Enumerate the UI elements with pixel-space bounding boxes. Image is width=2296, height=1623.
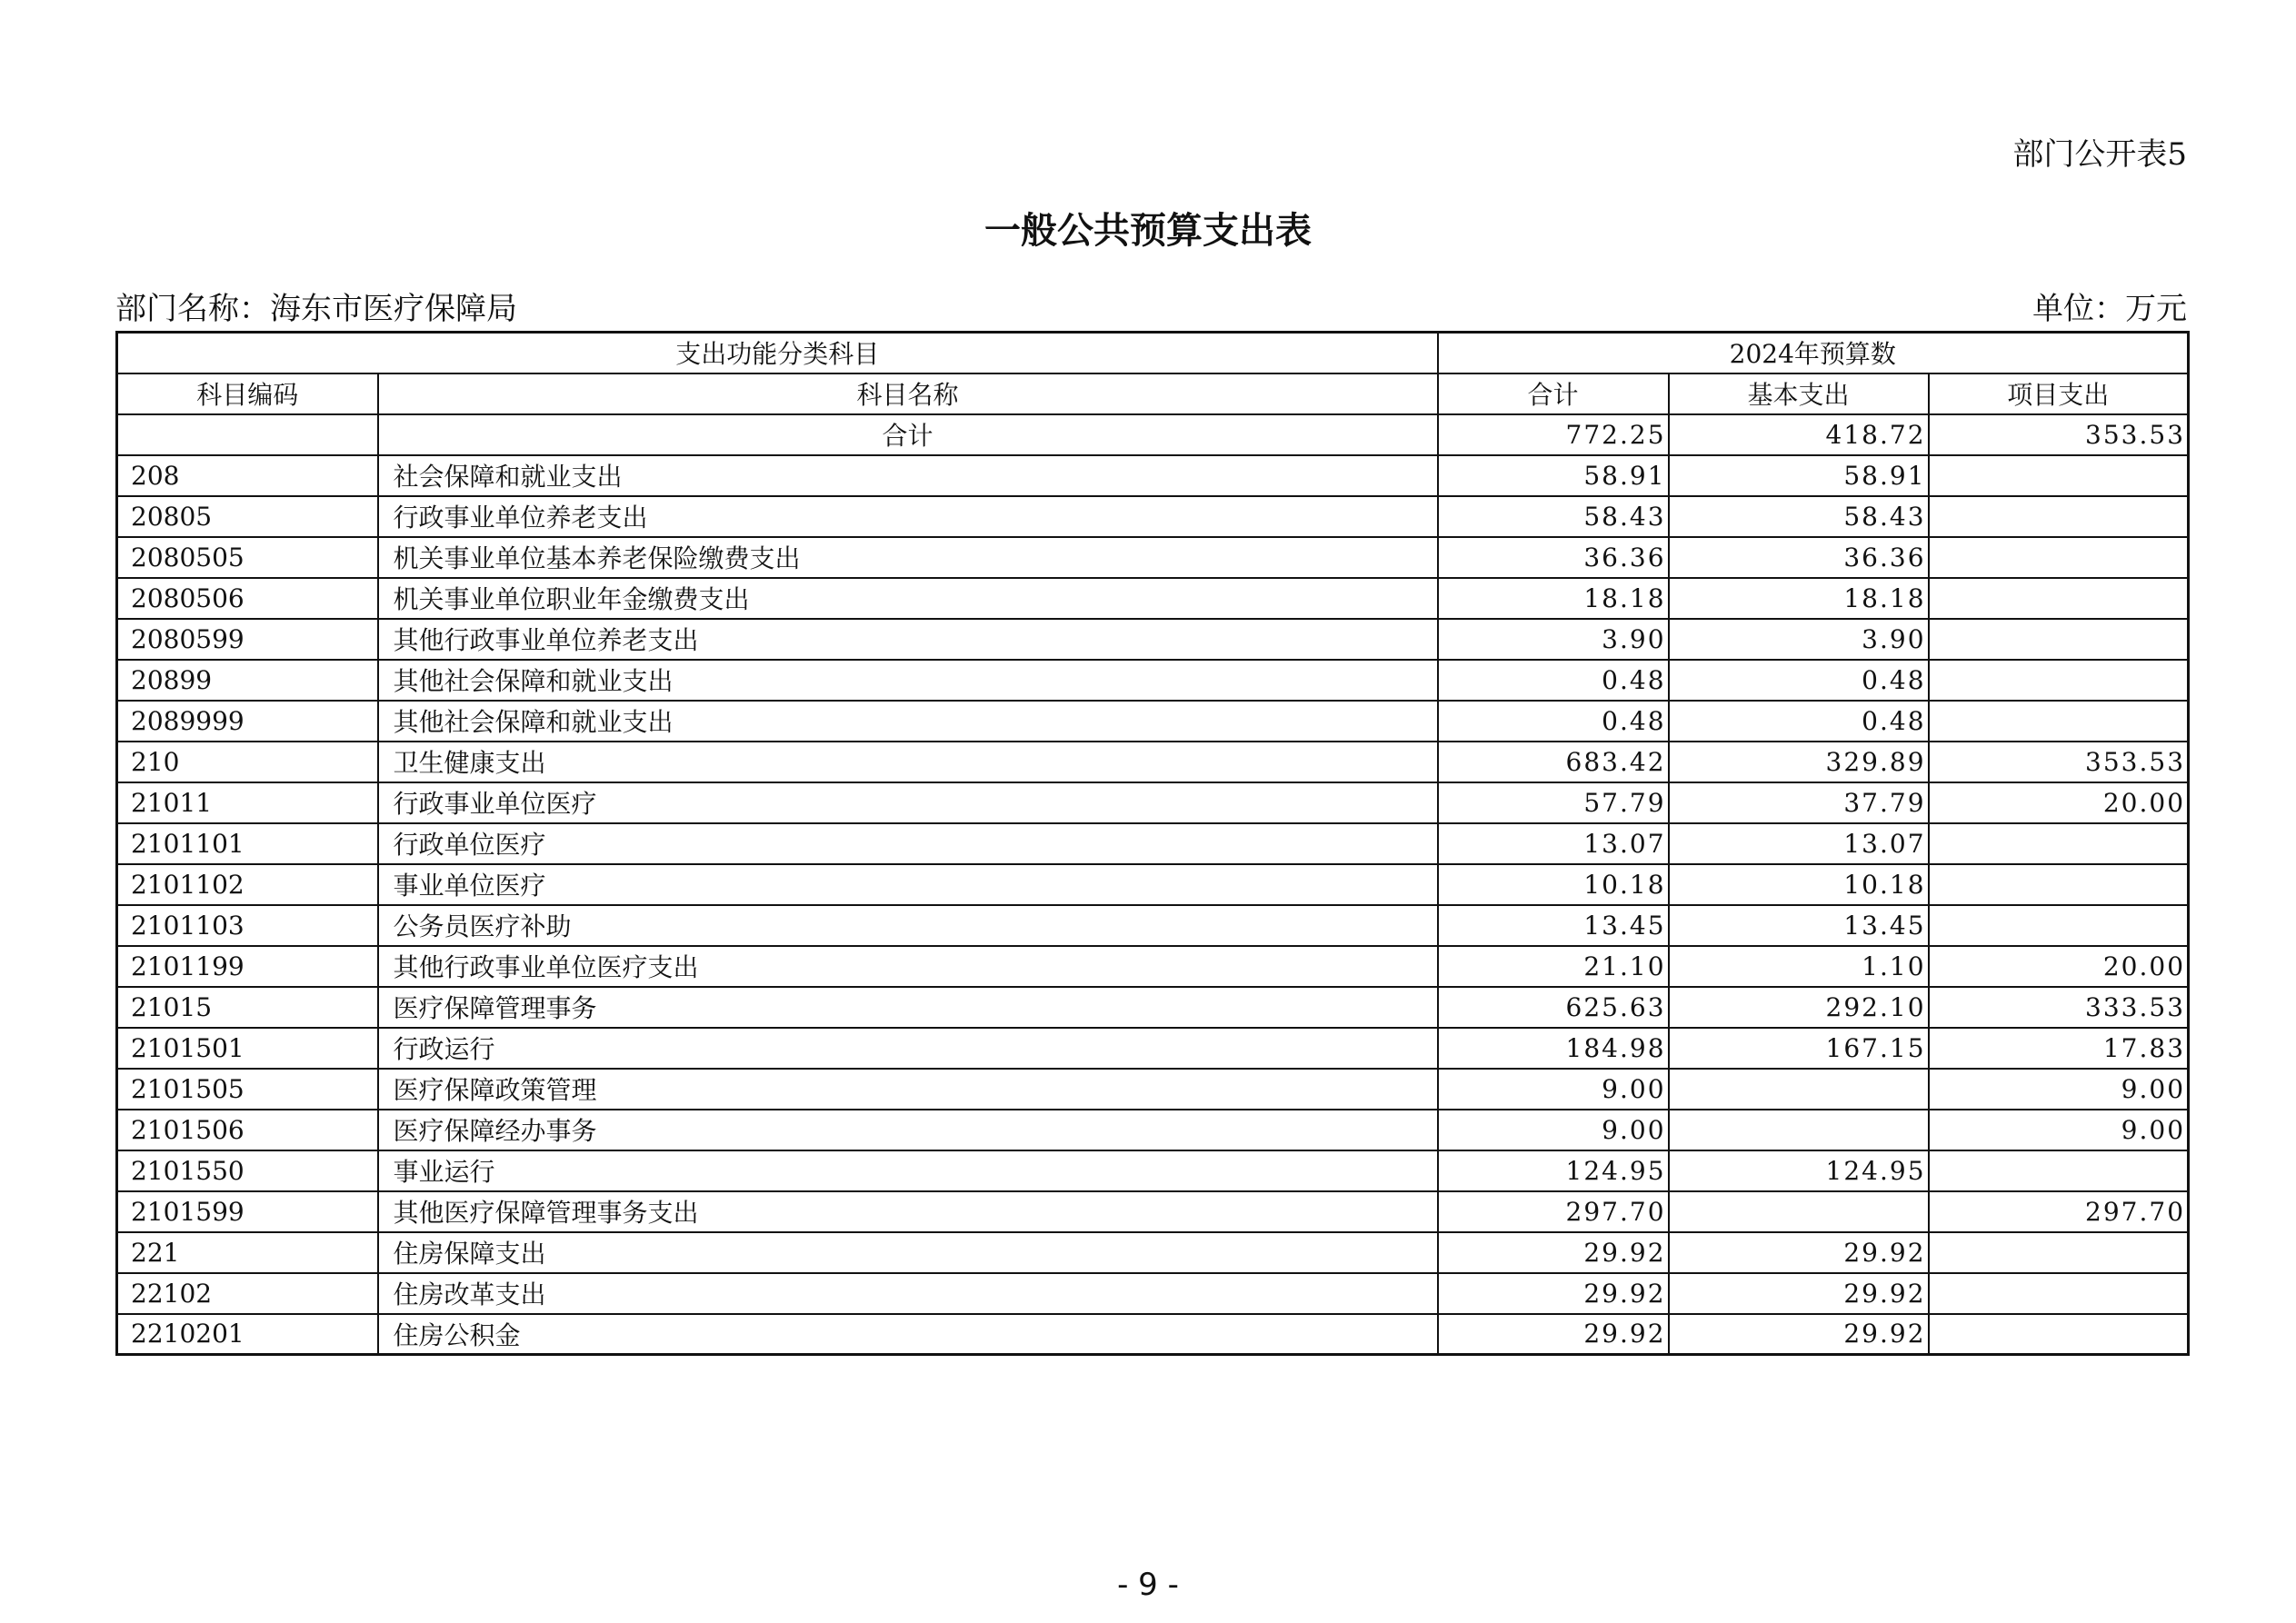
table-row [117,742,2189,782]
row-total: 58.91 [1438,455,1669,496]
row-total: 29.92 [1438,1273,1669,1314]
table-row [117,701,2189,742]
row-total: 0.48 [1438,701,1669,742]
row-total: 124.95 [1438,1150,1669,1191]
table-row [117,946,2189,987]
row-name: 行政单位医疗 [378,823,1438,864]
row-basic: 329.89 [1669,742,1929,782]
row-project [1929,496,2189,537]
table-row [117,987,2189,1028]
row-total: 36.36 [1438,537,1669,578]
table-row [117,782,2189,823]
row-code: 2101501 [117,1028,378,1069]
row-project [1929,1273,2189,1314]
header-category-group: 支出功能分类科目 [117,333,1438,373]
row-total: 625.63 [1438,987,1669,1028]
header-budget-group: 2024年预算数 [1438,333,2189,373]
row-project: 20.00 [1929,782,2189,823]
table-row [117,660,2189,701]
table-row [117,864,2189,905]
row-name: 医疗保障管理事务 [378,987,1438,1028]
row-code: 20899 [117,660,378,701]
row-project: 353.53 [1929,742,2189,782]
summary-basic: 418.72 [1669,414,1929,455]
row-total: 18.18 [1438,578,1669,619]
row-name: 住房保障支出 [378,1232,1438,1273]
table-row [117,823,2189,864]
table-row [117,578,2189,619]
row-basic [1669,1069,1929,1110]
row-basic: 13.07 [1669,823,1929,864]
row-code: 21011 [117,782,378,823]
table-row [117,1232,2189,1273]
row-code: 2101103 [117,905,378,946]
row-code: 2101199 [117,946,378,987]
row-name: 行政事业单位养老支出 [378,496,1438,537]
row-name: 其他行政事业单位养老支出 [378,619,1438,660]
summary-label: 合计 [378,414,1438,455]
table-row [117,1110,2189,1150]
header-code: 科目编码 [117,373,378,414]
table-row [117,619,2189,660]
row-basic: 3.90 [1669,619,1929,660]
row-code: 2101506 [117,1110,378,1150]
header-project: 项目支出 [1929,373,2189,414]
row-code: 2101505 [117,1069,378,1110]
row-basic: 18.18 [1669,578,1929,619]
header-total: 合计 [1438,373,1669,414]
row-project [1929,537,2189,578]
row-code: 221 [117,1232,378,1273]
row-total: 13.45 [1438,905,1669,946]
row-basic: 58.43 [1669,496,1929,537]
table-row [117,1273,2189,1314]
row-name: 其他医疗保障管理事务支出 [378,1191,1438,1232]
row-name: 机关事业单位基本养老保险缴费支出 [378,537,1438,578]
table-row [117,905,2189,946]
row-name: 机关事业单位职业年金缴费支出 [378,578,1438,619]
meta-row [115,289,2187,329]
row-total: 3.90 [1438,619,1669,660]
row-project [1929,1314,2189,1355]
row-total: 9.00 [1438,1069,1669,1110]
row-project [1929,578,2189,619]
row-name: 住房公积金 [378,1314,1438,1355]
page-number: - 9 - [1117,1567,1179,1603]
row-basic: 58.91 [1669,455,1929,496]
row-name: 社会保障和就业支出 [378,455,1438,496]
row-basic: 37.79 [1669,782,1929,823]
row-total: 58.43 [1438,496,1669,537]
budget-table [115,331,2190,1356]
row-basic [1669,1110,1929,1150]
row-code: 2080505 [117,537,378,578]
row-basic: 167.15 [1669,1028,1929,1069]
row-name: 其他社会保障和就业支出 [378,701,1438,742]
row-code: 20805 [117,496,378,537]
row-name: 医疗保障政策管理 [378,1069,1438,1110]
row-code: 2101550 [117,1150,378,1191]
row-name: 事业运行 [378,1150,1438,1191]
row-basic: 292.10 [1669,987,1929,1028]
row-name: 行政运行 [378,1028,1438,1069]
row-code: 2101102 [117,864,378,905]
table-row [117,455,2189,496]
row-total: 10.18 [1438,864,1669,905]
row-total: 13.07 [1438,823,1669,864]
header-name: 科目名称 [378,373,1438,414]
row-project: 9.00 [1929,1110,2189,1150]
row-basic: 36.36 [1669,537,1929,578]
table-row [117,1314,2189,1355]
row-project: 297.70 [1929,1191,2189,1232]
table-row [117,1069,2189,1110]
summary-project: 353.53 [1929,414,2189,455]
table-row [117,537,2189,578]
row-basic: 1.10 [1669,946,1929,987]
row-basic: 0.48 [1669,701,1929,742]
row-total: 9.00 [1438,1110,1669,1150]
row-code: 2101599 [117,1191,378,1232]
group-header-row [117,333,2189,373]
row-project [1929,823,2189,864]
row-project [1929,701,2189,742]
row-code: 2080506 [117,578,378,619]
row-code: 22102 [117,1273,378,1314]
column-header-row [117,373,2189,414]
row-name: 其他社会保障和就业支出 [378,660,1438,701]
row-total: 29.92 [1438,1314,1669,1355]
row-project [1929,1150,2189,1191]
table-row [117,1028,2189,1069]
row-name: 住房改革支出 [378,1273,1438,1314]
summary-total: 772.25 [1438,414,1669,455]
row-code: 210 [117,742,378,782]
row-project [1929,660,2189,701]
row-project [1929,619,2189,660]
row-name: 公务员医疗补助 [378,905,1438,946]
unit-label: 单位：万元 [2032,291,2187,327]
row-total: 184.98 [1438,1028,1669,1069]
row-total: 0.48 [1438,660,1669,701]
row-code: 2080599 [117,619,378,660]
table-row [117,1150,2189,1191]
table-label: 部门公开表5 [2012,136,2187,173]
summary-row [117,414,2189,455]
row-total: 57.79 [1438,782,1669,823]
page-title: 一般公共预算支出表 [984,209,1312,252]
row-basic: 29.92 [1669,1314,1929,1355]
row-code: 21015 [117,987,378,1028]
row-project [1929,905,2189,946]
row-name: 其他行政事业单位医疗支出 [378,946,1438,987]
row-project [1929,455,2189,496]
row-total: 683.42 [1438,742,1669,782]
row-total: 21.10 [1438,946,1669,987]
row-code: 2101101 [117,823,378,864]
summary-code [117,414,378,455]
row-name: 行政事业单位医疗 [378,782,1438,823]
row-project: 333.53 [1929,987,2189,1028]
row-total: 29.92 [1438,1232,1669,1273]
row-basic: 13.45 [1669,905,1929,946]
header-basic: 基本支出 [1669,373,1929,414]
row-basic: 124.95 [1669,1150,1929,1191]
row-project [1929,864,2189,905]
row-project [1929,1232,2189,1273]
row-project: 20.00 [1929,946,2189,987]
row-project: 9.00 [1929,1069,2189,1110]
row-basic: 29.92 [1669,1273,1929,1314]
table-row [117,1191,2189,1232]
row-basic [1669,1191,1929,1232]
row-basic: 0.48 [1669,660,1929,701]
row-project: 17.83 [1929,1028,2189,1069]
table-row [117,496,2189,537]
row-total: 297.70 [1438,1191,1669,1232]
row-basic: 29.92 [1669,1232,1929,1273]
row-code: 2210201 [117,1314,378,1355]
row-code: 2089999 [117,701,378,742]
row-basic: 10.18 [1669,864,1929,905]
row-name: 事业单位医疗 [378,864,1438,905]
department-name: 部门名称：海东市医疗保障局 [115,291,517,327]
row-name: 医疗保障经办事务 [378,1110,1438,1150]
row-name: 卫生健康支出 [378,742,1438,782]
row-code: 208 [117,455,378,496]
